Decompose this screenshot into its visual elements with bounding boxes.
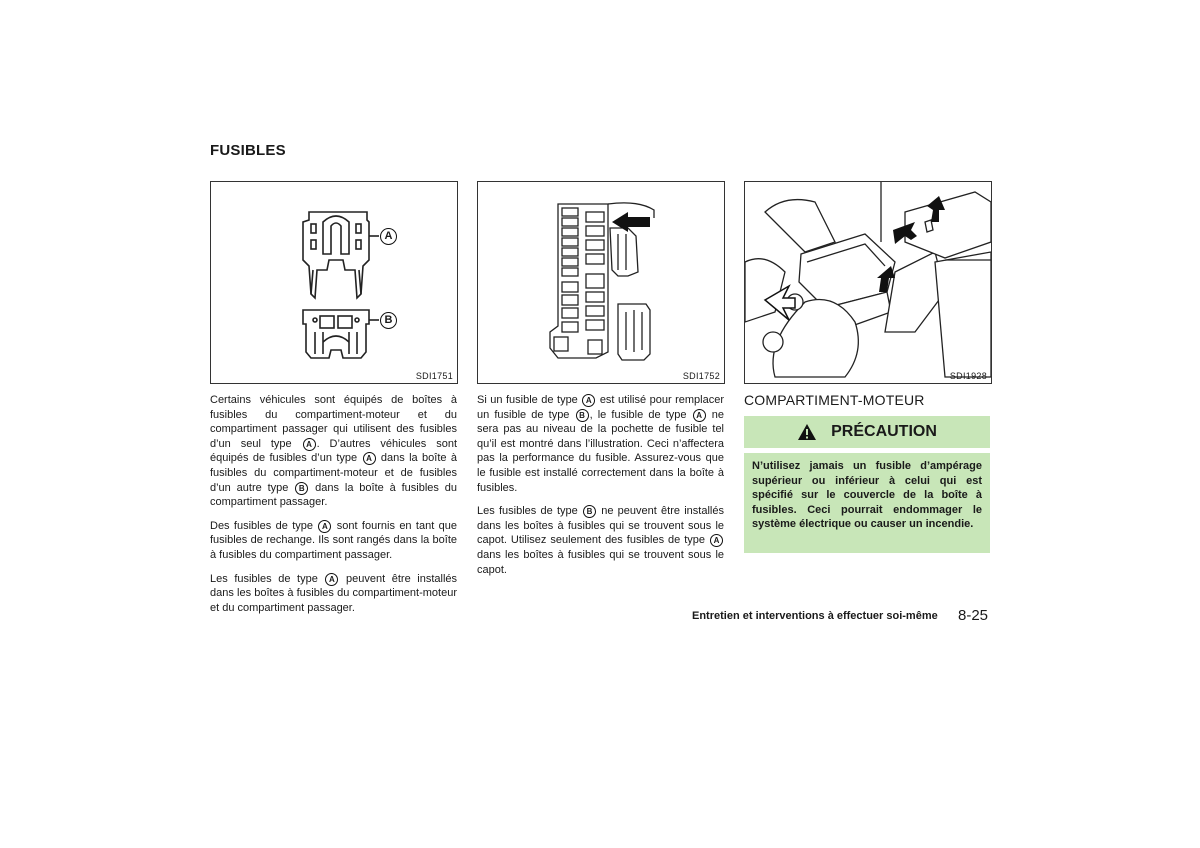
- text-span: sont fournis en tant que fusibles de rechange. Ils sont rangés dans la boîte à fusibles du compartiment passager.: [210, 519, 457, 561]
- paragraph: [210, 393, 457, 510]
- text-span: Les fusibles de type: [477, 505, 578, 518]
- caution-body: N’utilisez jamais un fusible d’ampérage supérieur ou inférieur à celui qui est spécifié sur le couvercle de la boîte à fusibles. Ceci pourrait endommager le système électrique ou causer un incendie.: [744, 453, 990, 553]
- figure-fuse-types: [210, 181, 458, 384]
- figure-engine-compartment: [744, 181, 992, 384]
- label-b: B: [380, 312, 397, 329]
- badge-a: A: [303, 438, 316, 451]
- page-number: 8-25: [958, 607, 989, 624]
- figure-code: SDI1752: [682, 371, 720, 381]
- text-span: Les fusibles de type: [210, 572, 318, 585]
- badge-b: B: [295, 482, 308, 495]
- badge-a: A: [363, 452, 376, 465]
- figure-fuse-box: [477, 181, 725, 384]
- paragraph: [477, 393, 724, 495]
- caution-label: PRÉCAUTION: [831, 423, 937, 440]
- badge-a: A: [325, 573, 338, 586]
- text-span: dans la boîte à fusibles du compartiment-moteur et de fusibles d’un autre type: [210, 452, 457, 494]
- paragraph: [477, 504, 724, 577]
- fuse-box-illustration: [478, 182, 724, 383]
- figure-code: SDI1928: [949, 371, 987, 381]
- paragraph: [210, 519, 457, 563]
- engine-compartment-illustration: [745, 182, 991, 383]
- label-a: A: [380, 228, 397, 245]
- badge-b: B: [576, 409, 589, 422]
- text-span: ne sera pas au niveau de la pochette de fusible tel qu’il est montré dans l’illustration. Ceci n’affectera pas la performance du fusible. Assurez-vous que le fusible est installé correctement dans la boîte à fusibles.: [477, 408, 724, 494]
- text-span: ne peuvent être installés dans les boîtes à fusibles qui se trouvent sous le capot. Utilisez seulement des fusibles de type: [477, 505, 724, 547]
- warning-triangle-icon: [797, 423, 817, 441]
- text-span: dans les boîtes à fusibles qui se trouvent sous le capot.: [477, 548, 724, 576]
- badge-a: A: [693, 409, 706, 422]
- paragraph: [210, 572, 457, 616]
- badge-a: A: [318, 520, 331, 533]
- text-span: Des fusibles de type: [210, 519, 314, 532]
- subheading: COMPARTIMENT-MOTEUR: [744, 392, 925, 408]
- text-span: , le fusible de type: [589, 408, 687, 421]
- caution-header: [744, 416, 990, 448]
- footer-text: Entretien et interventions à effectuer soi-même: [692, 610, 938, 622]
- section-title: FUSIBLES: [210, 142, 286, 159]
- text-span: est utilisé pour remplacer un fusible de type: [477, 394, 724, 421]
- text-span: dans la boîte à fusibles du compartiment passager.: [210, 481, 458, 509]
- badge-b: B: [583, 505, 596, 518]
- badge-a: A: [582, 394, 595, 407]
- left-column: [210, 393, 457, 624]
- figure-code: SDI1751: [415, 371, 453, 381]
- middle-column: [477, 393, 724, 586]
- text-span: peuvent être installés dans les boîtes à fusibles du compartiment-moteur et du compartiment passager.: [210, 572, 458, 614]
- badge-a: A: [710, 534, 723, 547]
- fuse-types-illustration: [211, 182, 457, 383]
- text-span: . D’autres véhicules sont équipés de fusibles d’un type: [210, 437, 457, 465]
- text-span: Certains véhicules sont équipés de boîtes à fusibles du compartiment-moteur et du compartiment passager qui utilisent des fusibles d’un seul type: [210, 394, 457, 450]
- text-span: Si un fusible de type: [477, 394, 578, 406]
